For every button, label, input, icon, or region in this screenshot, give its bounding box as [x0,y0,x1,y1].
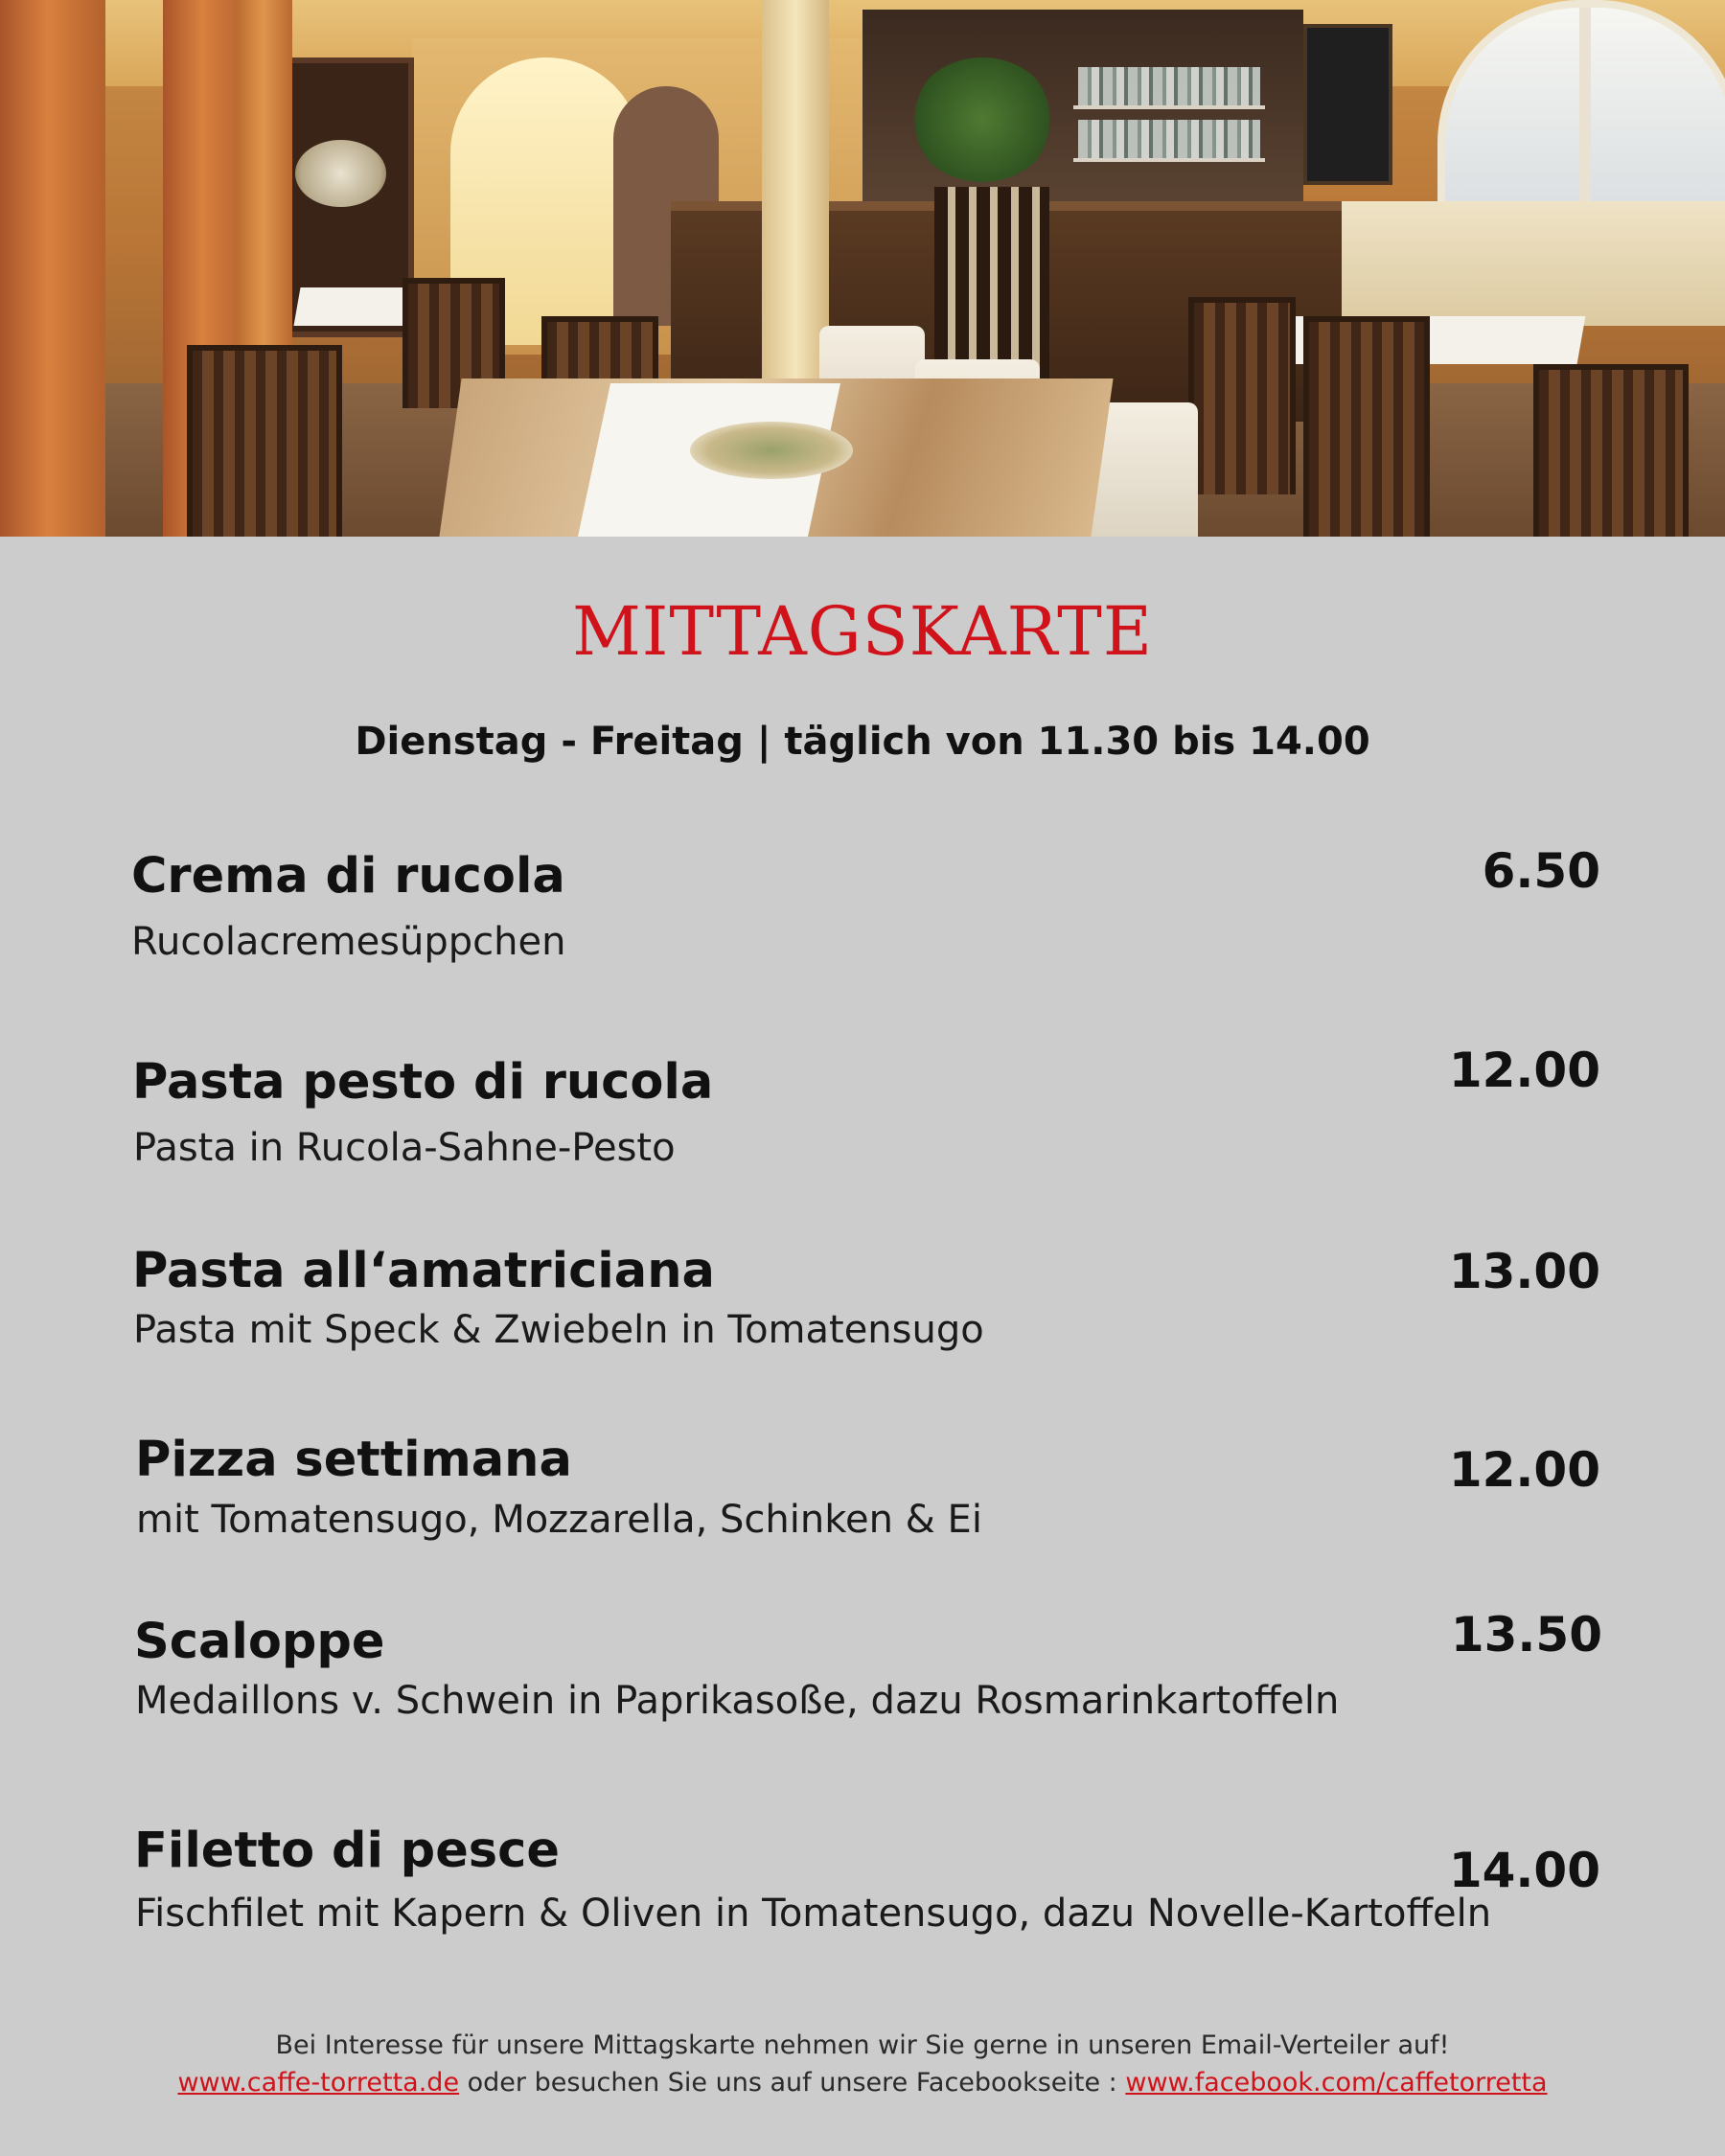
plant [910,57,1054,182]
menu-item [0,1432,1725,1575]
menu-item [0,843,1725,992]
dish-price: 12.00 [1448,1043,1600,1098]
wooden-chair [1303,316,1430,537]
website-link[interactable]: www.caffe-torretta.de [177,2068,460,2098]
footer-links [0,2065,1725,2101]
dish-price: 14.00 [1448,1843,1600,1898]
bottle-row [1078,67,1260,105]
dish-price: 6.50 [1482,843,1600,899]
restaurant-interior-photo [0,0,1725,537]
cafe-sign [295,140,386,207]
footer-middle-text: oder besuchen Sie uns auf unsere Facebookseite : [459,2068,1126,2098]
facebook-link[interactable]: www.facebook.com/caffetorretta [1125,2068,1548,2098]
glass-shelf [1073,105,1265,109]
dish-name: Filetto di pesce [134,1823,560,1879]
bottle-row [1078,120,1260,158]
opening-hours: Dienstag - Freitag | täglich von 11.30 bis 14.00 [355,720,1370,764]
menu-item [0,1043,1725,1198]
dish-name: Pizza settimana [135,1432,572,1488]
dish-name: Crema di rucola [131,848,565,905]
wooden-chair [1188,297,1296,494]
chalkboard [1303,24,1392,185]
menu-item [0,1243,1725,1387]
dish-price: 13.00 [1448,1244,1600,1299]
dish-description: Fischfilet mit Kapern & Oliven in Tomatensugo, dazu Novelle-Kartoffeln [135,1892,1492,1936]
dish-name: Scaloppe [134,1614,385,1670]
dish-description: Rucolacremesüppchen [131,920,566,964]
decorative-bowl [690,422,853,479]
footer-newsletter-note: Bei Interesse für unsere Mittagskarte nehmen wir Sie gerne in unseren Email-Verteiler auf! [275,2030,1450,2060]
menu-item [0,1607,1725,1757]
wooden-chair [1533,364,1689,537]
dish-name: Pasta pesto di rucola [132,1054,714,1111]
dish-description: Pasta mit Speck & Zwiebeln in Tomatensugo [133,1308,984,1352]
glass-shelf [1073,158,1265,162]
dish-price: 13.50 [1450,1607,1602,1663]
menu-title: MITTAGSKARTE [572,592,1153,671]
window-mullion [1579,8,1591,228]
dish-description: Pasta in Rucola-Sahne-Pesto [133,1126,676,1170]
dish-description: mit Tomatensugo, Mozzarella, Schinken & Ei [136,1498,982,1542]
banquette-seating [1342,201,1725,326]
column [0,0,105,537]
wooden-chair [187,345,342,537]
dish-description: Medaillons v. Schwein in Paprikasoße, dazu Rosmarinkartoffeln [135,1679,1340,1723]
dish-name: Pasta all‘amatriciana [132,1243,715,1299]
dish-price: 12.00 [1448,1442,1600,1498]
menu-item [0,1823,1725,1966]
